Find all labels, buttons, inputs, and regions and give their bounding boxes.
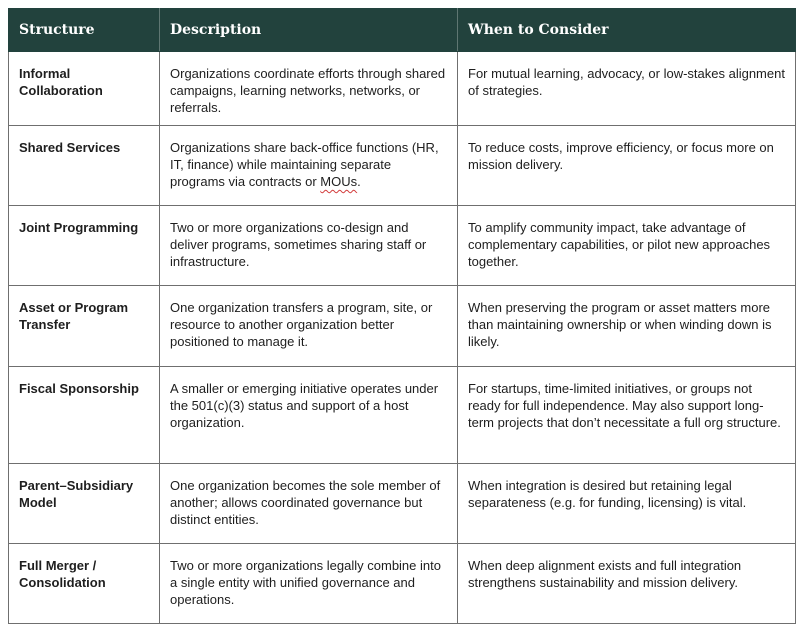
structure-name: Shared Services xyxy=(9,126,160,206)
header-description: Description xyxy=(160,9,458,52)
header-when-to-consider: When to Consider xyxy=(458,9,796,52)
description-text: Organizations share back-office functions (HR, IT, finance) while maintaining separate programs via contracts or xyxy=(170,140,439,189)
table-row xyxy=(9,464,796,544)
table-row xyxy=(9,544,796,624)
structure-description: One organization becomes the sole member of another; allows coordinated governance but distinct entities. xyxy=(160,464,458,544)
spellcheck-flagged-word[interactable]: MOUs xyxy=(320,174,358,189)
structure-name: Informal Collaboration xyxy=(9,52,160,126)
when-to-consider: To amplify community impact, take advantage of complementary capabilities, or pilot new approaches together. xyxy=(458,206,796,286)
structure-description: Two or more organizations legally combine into a single entity with unified governance and operations. xyxy=(160,544,458,624)
table-row xyxy=(9,52,796,126)
structure-description: Two or more organizations co-design and deliver programs, sometimes sharing staff or infrastructure. xyxy=(160,206,458,286)
table-row xyxy=(9,206,796,286)
structure-name: Fiscal Sponsorship xyxy=(9,367,160,464)
structure-description: One organization transfers a program, site, or resource to another organization better positioned to manage it. xyxy=(160,286,458,367)
structure-description: Organizations coordinate efforts through shared campaigns, learning networks, networks, or referrals. xyxy=(160,52,458,126)
table-row xyxy=(9,286,796,367)
structure-name: Parent–Subsidiary Model xyxy=(9,464,160,544)
structure-description xyxy=(160,126,458,206)
header-row xyxy=(9,9,796,52)
structure-name: Full Merger / Consolidation xyxy=(9,544,160,624)
table-row xyxy=(9,126,796,206)
when-to-consider: When deep alignment exists and full integration strengthens sustainability and mission delivery. xyxy=(458,544,796,624)
when-to-consider: To reduce costs, improve efficiency, or focus more on mission delivery. xyxy=(458,126,796,206)
when-to-consider: When integration is desired but retaining legal separateness (e.g. for funding, licensing) is vital. xyxy=(458,464,796,544)
when-to-consider: For mutual learning, advocacy, or low-stakes alignment of strategies. xyxy=(458,52,796,126)
structure-name: Joint Programming xyxy=(9,206,160,286)
when-to-consider: When preserving the program or asset matters more than maintaining ownership or when winding down is likely. xyxy=(458,286,796,367)
table-row xyxy=(9,367,796,464)
header-structure: Structure xyxy=(9,9,160,52)
structures-table xyxy=(8,8,796,624)
description-text-end: . xyxy=(357,174,361,189)
structure-description: A smaller or emerging initiative operates under the 501(c)(3) status and support of a host organization. xyxy=(160,367,458,464)
table-header xyxy=(9,9,796,52)
structure-name: Asset or Program Transfer xyxy=(9,286,160,367)
when-to-consider: For startups, time-limited initiatives, or groups not ready for full independence. May also support long-term projects that don’t necessitate a full org structure. xyxy=(458,367,796,464)
table-body xyxy=(9,52,796,624)
